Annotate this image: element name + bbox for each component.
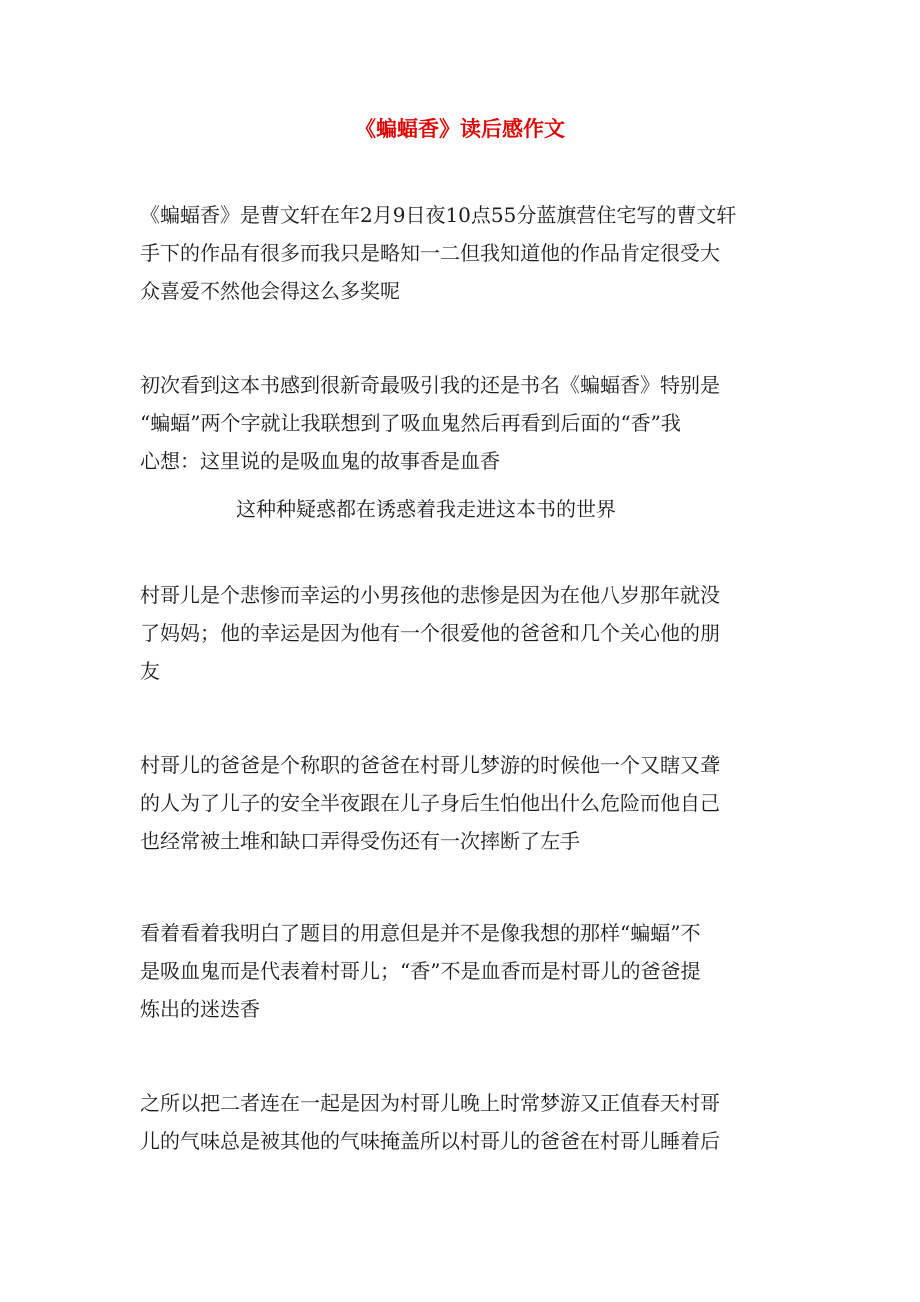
paragraph-line: 炼出的迷迭香: [140, 997, 260, 1021]
paragraph-line: 《蝙蝠香》是曹文轩在年2月9日夜10点55分蓝旗营住宅写的曹文轩: [140, 203, 737, 227]
paragraph-line: 村哥儿的爸爸是个称职的爸爸在村哥儿梦游的时候他一个又瞎又聋: [140, 753, 720, 777]
paragraph-line: 儿的气味总是被其他的气味掩盖所以村哥儿的爸爸在村哥儿睡着后: [140, 1129, 720, 1153]
paragraph-line: 手下的作品有很多而我只是略知一二但我知道他的作品肯定很受大: [140, 241, 720, 265]
paragraph-1: [140, 196, 780, 310]
paragraph-3: [236, 490, 876, 528]
paragraph-line: 是吸血鬼而是代表着村哥儿；“香”不是血香而是村哥儿的爸爸提: [140, 959, 701, 983]
document-title: 《蝙蝠香》读后感作文: [355, 116, 565, 141]
paragraph-line: 看着看着我明白了题目的用意但是并不是像我想的那样“蝙蝠”不: [140, 921, 701, 945]
paragraph-line: “蝙蝠”两个字就让我联想到了吸血鬼然后再看到后面的“香”我: [140, 411, 681, 435]
paragraph-line: 了妈妈；他的幸运是因为他有一个很爱他的爸爸和几个关心他的朋: [140, 621, 720, 645]
paragraph-line: 众喜爱不然他会得这么多奖呢: [140, 279, 400, 303]
paragraph-line: 初次看到这本书感到很新奇最吸引我的还是书名《蝙蝠香》特别是: [140, 373, 720, 397]
paragraph-line: 这种种疑惑都在诱惑着我走进这本书的世界: [236, 497, 616, 521]
paragraph-7: [140, 1084, 780, 1160]
paragraph-5: [140, 746, 780, 860]
paragraph-line: 之所以把二者连在一起是因为村哥儿晚上时常梦游又正值春天村哥: [140, 1091, 720, 1115]
paragraph-6: [140, 914, 780, 1028]
paragraph-4: [140, 576, 780, 690]
paragraph-line: 也经常被土堆和缺口弄得受伤还有一次摔断了左手: [140, 829, 580, 853]
paragraph-line: 心想：这里说的是吸血鬼的故事香是血香: [140, 449, 500, 473]
paragraph-line: 友: [140, 659, 160, 683]
paragraph-2: [140, 366, 780, 480]
paragraph-line: 村哥儿是个悲惨而幸运的小男孩他的悲惨是因为在他八岁那年就没: [140, 583, 720, 607]
paragraph-line: 的人为了儿子的安全半夜跟在儿子身后生怕他出什么危险而他自己: [140, 791, 720, 815]
